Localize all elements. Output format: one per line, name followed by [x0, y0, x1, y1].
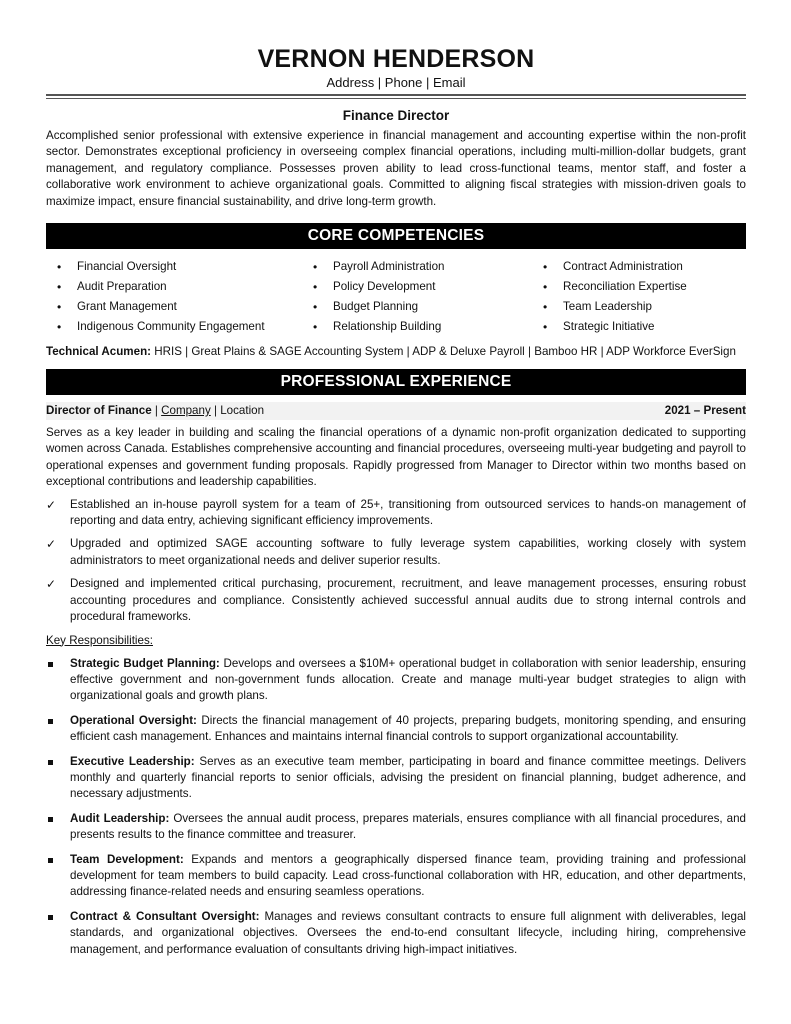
checkmark-icon: ✓: [46, 577, 57, 592]
square-bullet-icon: [48, 858, 53, 863]
competency-item: • Budget Planning: [302, 297, 532, 317]
achievement-text: Established an in-house payroll system for a team of 25+, transitioning from outsourced services to hands-on management of reporting and data entry, achieving significant efficiency improvements.: [70, 497, 746, 528]
achievement-text: Designed and implemented critical purchasing, procurement, recruitment, and leave management processes, ensuring robust accounting procedures and compliance. Consistently achieved successful annual audits due to strong internal controls and procedural frameworks.: [70, 577, 746, 624]
achievement-item: [46, 576, 746, 625]
square-bullet-icon: [48, 719, 53, 724]
competency-item: • Strategic Initiative: [532, 317, 746, 337]
competency-column-3: [532, 257, 746, 337]
job-description: Serves as a key leader in building and scaling the financial operations of a dynamic non-profit organization dedicated to supporting women across Canada. Establishes comprehensive accounting and financial procedures, overseeing multi-year budgeting and payroll to operational expenses and government funding proposals. Rapidly progressed from Manager to Director within two months based on exceptional contributions and leadership capabilities.: [46, 426, 746, 489]
responsibility-item: [46, 754, 746, 803]
competency-column-1: [46, 257, 302, 337]
responsibility-label: Strategic Budget Planning:: [70, 656, 220, 670]
square-bullet-icon: [48, 662, 53, 667]
square-bullet-icon: [48, 817, 53, 822]
achievement-item: [46, 497, 746, 530]
resume-page: [46, 44, 746, 966]
professional-experience-heading: PROFESSIONAL EXPERIENCE: [46, 369, 746, 395]
candidate-name: VERNON HENDERSON: [257, 45, 535, 73]
responsibility-item: [46, 909, 746, 958]
competency-item: • Indigenous Community Engagement: [46, 317, 302, 337]
technical-acumen-value: HRIS | Great Plains & SAGE Accounting System | ADP & Deluxe Payroll | Bamboo HR | ADP Workforce EverSign: [151, 345, 736, 359]
responsibility-label: Contract & Consultant Oversight:: [70, 909, 260, 923]
responsibility-label: Operational Oversight:: [70, 713, 197, 727]
technical-acumen: [46, 344, 746, 360]
competency-item: • Reconciliation Expertise: [532, 277, 746, 297]
contact-line: Address | Phone | Email: [326, 75, 466, 90]
responsibility-text: Expands and mentors a geographically dispersed finance team, providing training and professional development for team members to build capacity. Lead cross-functional collaboration with HR, education, and other departments, addressing finance-related needs and ensuring seamless operations.: [70, 852, 746, 899]
achievements-list: [46, 497, 746, 626]
job-heading-left: [46, 402, 264, 420]
competency-item: • Audit Preparation: [46, 277, 302, 297]
responsibility-item: [46, 852, 746, 901]
responsibility-text: Develops and oversees a $10M+ operational budget in collaboration with senior leadership, ensuring effective government and non-government funds allocation. Create and manage multi-year budget strategies to align with organizational goals and growth plans.: [70, 656, 747, 703]
achievement-text: Upgraded and optimized SAGE accounting software to fully leverage system capabilities, working closely with system administrators to meet organizational needs and deliver superior results.: [70, 537, 746, 567]
competency-item: • Grant Management: [46, 297, 302, 317]
job-dates: 2021 – Present: [664, 404, 746, 418]
responsibilities-list: [46, 656, 746, 959]
responsibility-text: Directs the financial management of 40 projects, preparing budgets, monitoring spending, and ensuring efficient cash management. Enhances and maintains internal financial controls to support organizational accountability.: [70, 713, 746, 744]
competency-item: • Relationship Building: [302, 317, 532, 337]
header-divider: [46, 94, 746, 99]
checkmark-icon: ✓: [46, 497, 57, 512]
responsibility-label: Audit Leadership:: [70, 811, 170, 825]
responsibility-label: Team Development:: [70, 852, 184, 866]
competency-column-2: [302, 257, 532, 337]
professional-summary: Accomplished senior professional with extensive experience in financial management and accounting expertise within the non-profit sector. Demonstrates exceptional proficiency in overseeing complex financial operations, including multi-million-dollar budgets, grant management, and regulatory compliance. Possesses proven ability to lead cross-functional teams, mentor staff, and foster a collaborative work environment to achieve organizational goals. Committed to aligning fiscal strategies with mission-driven goals to maximize impact, ensure financial sustainability, and drive long-term growth.: [46, 129, 746, 208]
job-location: Location: [220, 404, 265, 418]
separator: |: [151, 404, 162, 418]
job-header: [46, 402, 746, 420]
responsibility-text: Manages and reviews consultant contracts to ensure full alignment with deliverables, legal standards, and organizational objectives. Oversees the end-to-end consultant lifecycle, including hiring, comprehensive management, and performance evaluation of consultants driving high-impact initiatives.: [70, 909, 746, 956]
competency-item: • Contract Administration: [532, 257, 746, 277]
responsibility-label: Executive Leadership:: [70, 754, 195, 768]
competency-item: • Financial Oversight: [46, 257, 302, 277]
square-bullet-icon: [48, 915, 53, 920]
competency-item: • Payroll Administration: [302, 257, 532, 277]
job-target-title: Finance Director: [342, 108, 450, 123]
core-competencies-heading: CORE COMPETENCIES: [46, 223, 746, 249]
competencies-grid: [46, 257, 746, 337]
competency-item: • Team Leadership: [532, 297, 746, 317]
responsibility-item: [46, 656, 746, 705]
responsibility-item: [46, 811, 746, 844]
square-bullet-icon: [48, 760, 53, 765]
technical-acumen-label: Technical Acumen:: [46, 345, 152, 359]
responsibility-text: Oversees the annual audit process, prepares materials, ensures compliance with all financial procedures, and presents results to the finance committee and treasurer.: [70, 811, 746, 842]
key-responsibilities-heading: Key Responsibilities:: [46, 633, 153, 647]
separator: |: [210, 404, 221, 418]
company-name: Company: [161, 404, 211, 418]
responsibility-text: Serves as an executive team member, participating in board and finance committee meetings. Delivers monthly and quarterly financial reports to senior officials, advising the president on financial planning, budget adherence, and necessary adjustments.: [70, 754, 746, 801]
competency-item: • Policy Development: [302, 277, 532, 297]
achievement-item: [46, 536, 746, 569]
job-title: Director of Finance: [46, 404, 152, 418]
checkmark-icon: ✓: [46, 537, 57, 552]
responsibility-item: [46, 713, 746, 746]
